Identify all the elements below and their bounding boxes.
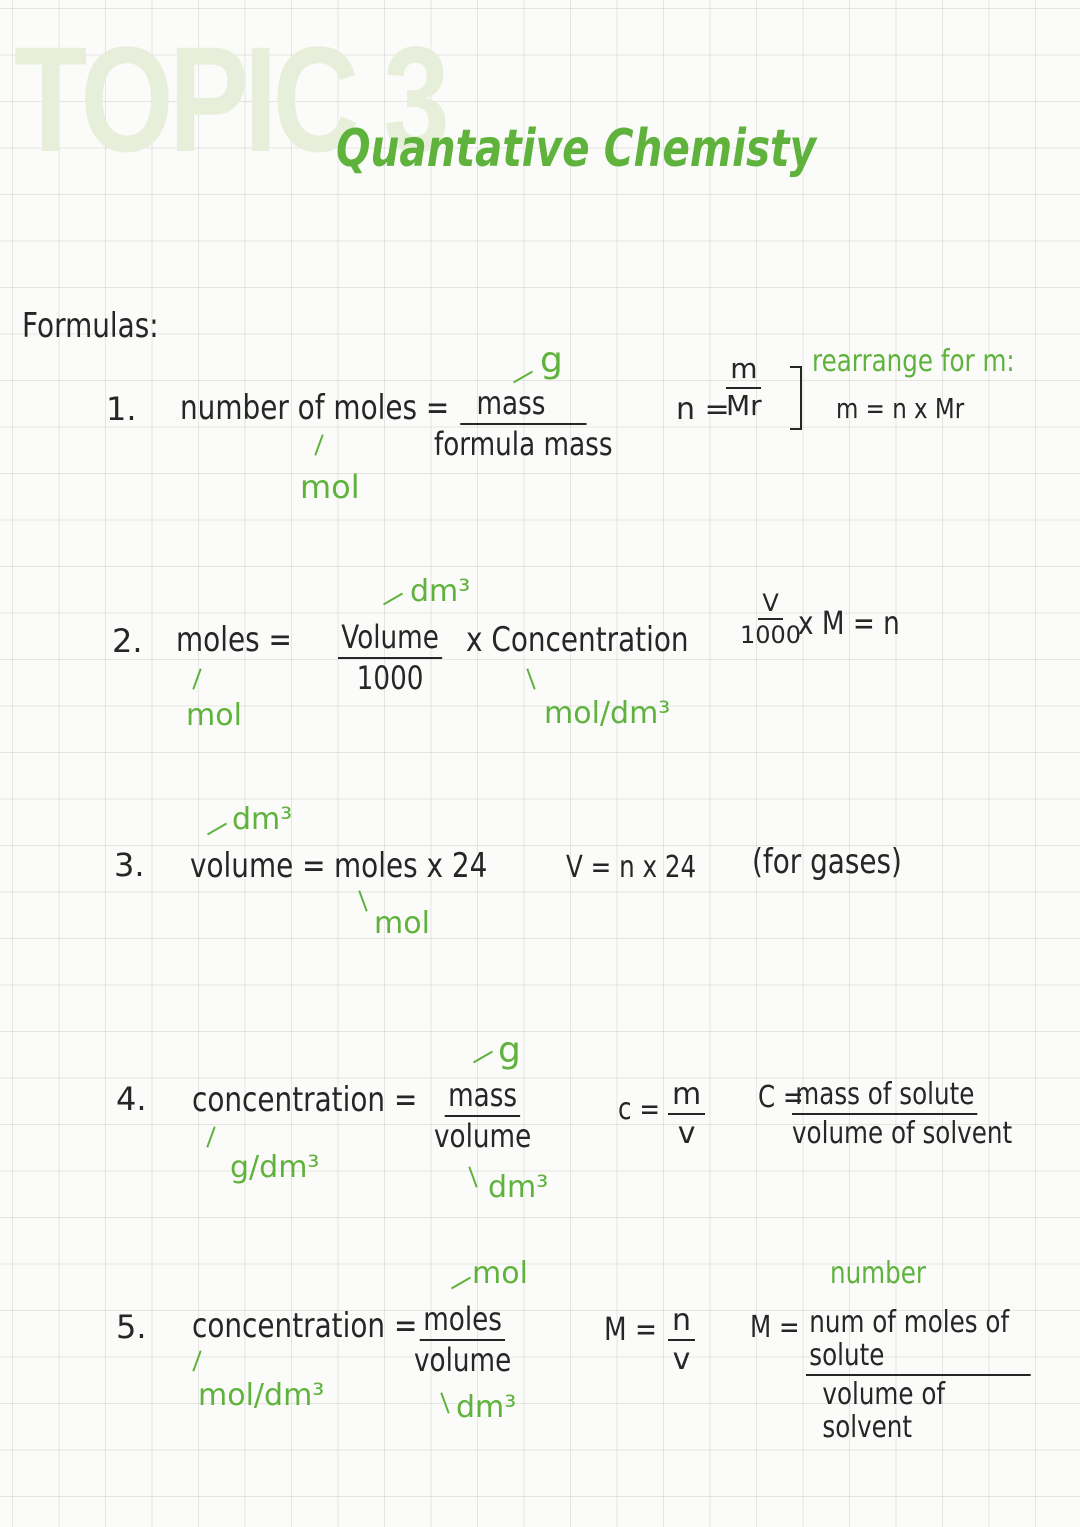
section-label: Formulas:	[22, 306, 159, 346]
unit-pointer	[207, 823, 227, 836]
unit-annotation: mol/dm³	[544, 696, 671, 731]
fraction-numerator: moles	[420, 1302, 505, 1341]
formula-lhs: concentration =	[192, 1306, 418, 1346]
rearrange-formula: m = n x Mr	[836, 392, 965, 425]
formula-rhs: moles x 24	[334, 846, 488, 886]
formula-fraction	[434, 1078, 531, 1154]
unit-pointer	[192, 1350, 201, 1371]
unit-pointer	[358, 890, 367, 911]
word-fraction	[792, 1078, 1012, 1150]
unit-pointer	[468, 1166, 477, 1187]
unit-annotation: mol	[374, 906, 430, 941]
fraction-numerator: Volume	[338, 620, 442, 659]
symbol-fraction	[740, 590, 801, 649]
symbol-fraction	[668, 1078, 705, 1150]
formula-lhs: volume =	[190, 846, 326, 886]
bracket-mark	[790, 366, 802, 430]
fraction-denominator: 1000	[740, 621, 802, 650]
unit-annotation: dm³	[232, 802, 293, 837]
formula-lhs: concentration =	[192, 1080, 418, 1120]
formula-number: 1.	[106, 390, 137, 428]
symbol-lhs: c =	[618, 1092, 660, 1127]
formula-fraction	[434, 386, 613, 462]
formula-times-concentration: x Concentration	[466, 620, 689, 660]
word-lhs: C =	[758, 1080, 804, 1115]
unit-pointer	[192, 668, 201, 689]
unit-pointer	[314, 434, 323, 455]
fraction-denominator: 1000	[356, 659, 424, 698]
word-lhs: M =	[750, 1310, 800, 1345]
formula-number: 4.	[116, 1080, 147, 1118]
topic-heading: TOPIC 3	[14, 15, 445, 183]
symbol-lhs: M =	[604, 1310, 657, 1348]
unit-annotation: mol	[186, 698, 242, 733]
unit-annotation: dm³	[488, 1170, 549, 1205]
symbol-lhs: n =	[676, 392, 730, 427]
unit-pointer	[451, 1277, 471, 1290]
fraction-denominator: formula mass	[434, 425, 613, 464]
unit-pointer	[206, 1126, 215, 1147]
unit-annotation: number	[830, 1256, 927, 1291]
formula-fraction	[414, 1302, 511, 1378]
fraction-numerator: m	[668, 1078, 705, 1115]
formula-lhs: number of moles =	[180, 388, 450, 428]
unit-pointer	[383, 593, 403, 606]
symbol-fraction	[668, 1304, 695, 1376]
formula-fraction	[338, 620, 442, 696]
unit-annotation: dm³	[410, 574, 471, 609]
unit-pointer	[526, 668, 535, 689]
unit-annotation: mol	[472, 1256, 528, 1291]
fraction-denominator: volume of solvent	[792, 1116, 1013, 1151]
fraction-denominator: volume	[434, 1117, 532, 1156]
fraction-numerator: V	[758, 590, 782, 620]
rearrange-label: rearrange for m:	[812, 344, 1015, 379]
unit-pointer	[473, 1051, 493, 1064]
symbol-fraction	[726, 354, 762, 422]
symbol-rest: x M = n	[798, 604, 900, 642]
word-fraction	[806, 1306, 1031, 1444]
fraction-numerator: num of moles of solute	[806, 1306, 1031, 1376]
unit-annotation: mol/dm³	[198, 1378, 325, 1413]
formula-number: 2.	[112, 622, 143, 660]
formula-note: (for gases)	[752, 842, 902, 882]
formula-lhs: moles =	[176, 620, 292, 660]
fraction-denominator: volume of solvent	[822, 1377, 946, 1445]
unit-annotation: dm³	[456, 1390, 517, 1425]
fraction-denominator: v	[672, 1342, 691, 1377]
fraction-numerator: n	[668, 1304, 695, 1341]
unit-annotation: mol	[300, 468, 360, 506]
formula-number: 3.	[114, 846, 145, 884]
unit-pointer	[513, 371, 533, 384]
symbol-formula: V = n x 24	[566, 850, 697, 885]
unit-annotation: g	[498, 1030, 521, 1071]
unit-pointer	[440, 1392, 449, 1413]
fraction-denominator: Mr	[726, 388, 762, 422]
fraction-denominator: v	[677, 1116, 696, 1151]
fraction-numerator: m	[726, 354, 761, 389]
formula-number: 5.	[116, 1308, 147, 1346]
page-title: Quantative Chemisty	[336, 119, 817, 179]
unit-annotation: g	[540, 340, 563, 381]
fraction-numerator: mass	[445, 1078, 521, 1117]
fraction-denominator: volume	[414, 1341, 512, 1380]
fraction-numerator: mass	[460, 386, 586, 425]
fraction-numerator: mass of solute	[792, 1078, 978, 1115]
unit-annotation: g/dm³	[230, 1150, 320, 1185]
